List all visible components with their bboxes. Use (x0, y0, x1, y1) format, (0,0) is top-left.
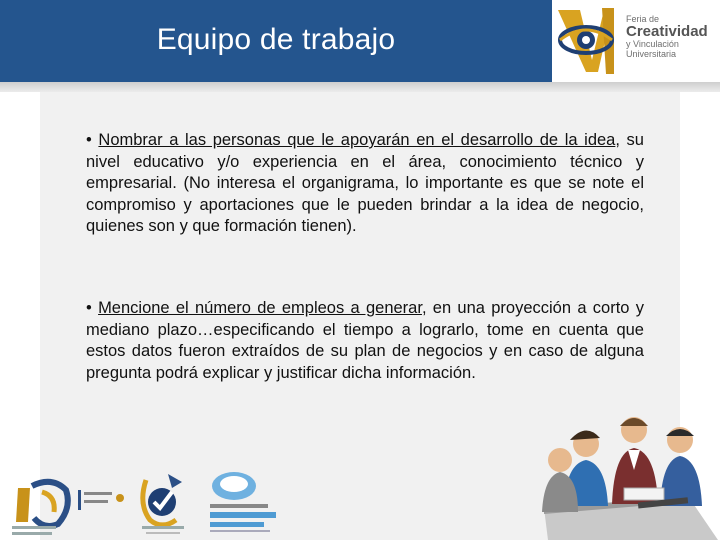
team-members-text: , su nivel educativo y/o experiencia en el área, conocimiento técnico y empresarial. (No interesa el organigrama, lo importante es que se note el compromiso y aportaciones que le pueden brindar a la idea de negocio, quienes son y que formación tienen). (86, 131, 644, 235)
jobs-text: , en una proyección a corto y mediano plazo…especificando el tiempo a lograrlo, tome en cuenta que estos datos fueron extraídos de su plan de negocios y en caso de alguna pregunta podrá explicar y justificar dicha información. (86, 299, 644, 382)
vinculacion-logo-icon (8, 468, 138, 540)
footer-logos (0, 468, 300, 540)
bullet: • (86, 299, 99, 317)
office-team-illustration (538, 400, 720, 540)
office-team-icon (538, 400, 720, 540)
ebv-logo-icon (132, 468, 194, 540)
feria-logo-line2: Creatividad (626, 23, 708, 40)
slide-title: Equipo de trabajo (156, 23, 396, 56)
jobs-emphasis: Mencione el número de empleos a generar (98, 299, 422, 317)
feria-logo-text (626, 14, 720, 59)
incubacion-logo-icon (204, 468, 282, 540)
bullet: • (86, 131, 99, 149)
feria-logo (552, 0, 720, 82)
feria-logo-line3: y Vinculación (626, 39, 679, 49)
paragraph-jobs (86, 298, 644, 384)
header-divider (0, 82, 720, 92)
team-members-emphasis: Nombrar a las personas que le apoyarán en el desarrollo de la idea (98, 131, 616, 149)
feria-logo-line1: Feria de (626, 14, 660, 24)
title-bar (0, 0, 552, 82)
feria-logo-line4: Universitaria (626, 49, 677, 59)
feria-logo-icon (554, 0, 626, 82)
paragraph-team-members (86, 130, 644, 238)
